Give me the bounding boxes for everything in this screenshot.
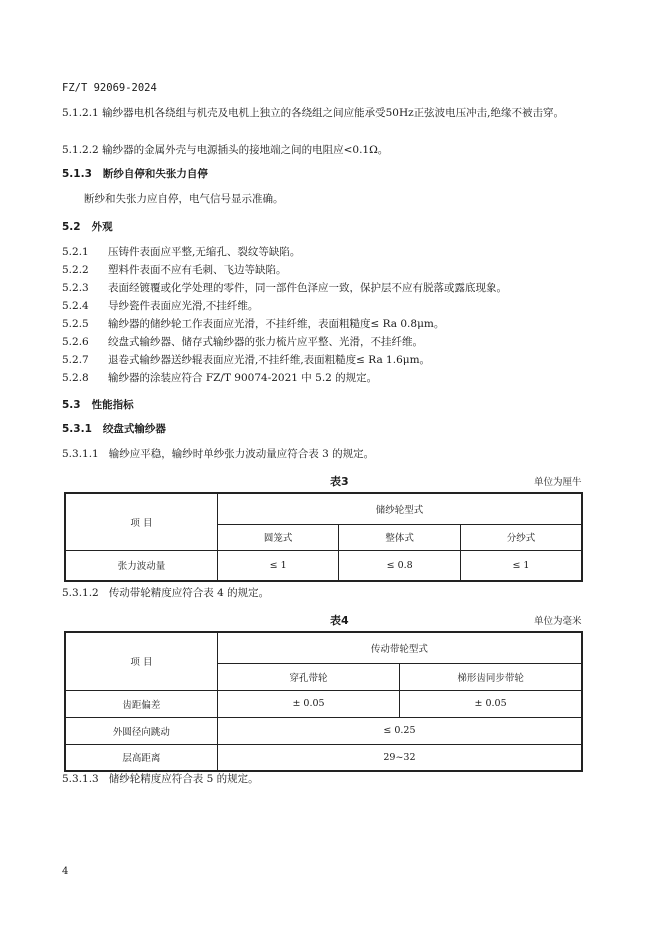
clause-text: 压铸件表面应平整,无缩孔、裂纹等缺陷。 (108, 246, 301, 258)
table4-row-label: 齿距偏差 (65, 690, 217, 717)
clause-5-2-2 (62, 262, 287, 277)
table3-group-header: 储纱轮型式 (217, 493, 582, 524)
heading-5-1-3 (62, 166, 208, 181)
heading-title: 性能指标 (91, 399, 134, 411)
clause-number: 5.1.2.1 (62, 107, 99, 119)
table3-cell: ≤ 1 (217, 550, 339, 581)
clause-5-3-1-2 (62, 585, 269, 600)
heading-number: 5.3.1 (62, 423, 92, 435)
table4-group-header: 传动带轮型式 (217, 632, 582, 663)
clause-5-2-7 (62, 352, 430, 367)
clause-number: 5.2.4 (62, 300, 89, 312)
clause-5-1-2-2 (62, 141, 602, 159)
page-number: 4 (62, 866, 69, 877)
table3-col-header: 圆笼式 (217, 524, 339, 550)
clause-number: 5.3.1.2 (62, 587, 99, 599)
clause-number: 5.2.2 (62, 264, 89, 276)
heading-5-3 (62, 397, 134, 412)
clause-5-2-4 (62, 298, 258, 313)
clause-number: 5.1.2.2 (62, 144, 99, 156)
table4-row-label: 外圆径向跳动 (65, 717, 217, 744)
table3-col-header: 整体式 (339, 524, 461, 550)
heading-5-2 (62, 219, 113, 234)
table4-caption: 表4 (330, 614, 349, 627)
clause-5-1-2-1 (62, 104, 602, 122)
clause-text: 绞盘式输纱器、储存式输纱器的张力梳片应平整、光滑，不挂纤维。 (108, 336, 423, 348)
table4-cell: ≤ 0.25 (217, 717, 582, 744)
table3-caption: 表3 (330, 475, 349, 488)
clause-number: 5.2.3 (62, 282, 89, 294)
heading-number: 5.2 (62, 221, 81, 233)
table4-col-header: 穿孔带轮 (217, 663, 399, 690)
table4-col-header: 梯形齿同步带轮 (400, 663, 582, 690)
clause-text: 输纱器电机各绕组与机壳及电机上独立的各绕组之间应能承受50Hz正弦波电压冲击,绝缘不被击穿。 (102, 107, 564, 119)
heading-title: 绞盘式输纱器 (102, 423, 166, 435)
table4-item-header: 项 目 (65, 632, 217, 690)
clause-text: 输纱应平稳，输纱时单纱张力波动量应符合表 3 的规定。 (108, 448, 375, 460)
heading-title: 外观 (91, 221, 113, 233)
document-id: FZ/T 92069-2024 (62, 82, 157, 94)
clause-5-3-1-3 (62, 771, 259, 786)
table3-cell: ≤ 0.8 (339, 550, 461, 581)
table4-cell: ± 0.05 (217, 690, 399, 717)
heading-title: 断纱自停和失张力自停 (102, 168, 208, 180)
clause-text: 传动带轮精度应符合表 4 的规定。 (108, 587, 270, 599)
clause-text: 退卷式输纱器送纱辊表面应光滑,不挂纤维,表面粗糙度≤ Ra 1.6μm。 (108, 354, 431, 366)
table3-unit: 单位为厘牛 (534, 477, 582, 488)
heading-number: 5.1.3 (62, 168, 92, 180)
table4 (64, 631, 583, 772)
clause-text: 表面经镀覆或化学处理的零件，同一部件色泽应一致，保护层不应有脱落或露底现象。 (108, 282, 507, 294)
clause-text: 导纱瓷件表面应光滑,不挂纤维。 (108, 300, 259, 312)
clause-text: 输纱器的金属外壳与电源插头的接地端之间的电阻应<0.1Ω。 (102, 144, 389, 156)
table3-cell: ≤ 1 (460, 550, 582, 581)
clause-5-2-6 (62, 334, 423, 349)
clause-text: 输纱器的涂装应符合 FZ/T 90074-2021 中 5.2 的规定。 (108, 372, 378, 384)
table3-row-label: 张力波动量 (65, 550, 217, 581)
table4-cell: 29~32 (217, 744, 582, 771)
table4-row-label: 层高距离 (65, 744, 217, 771)
table4-cell: ± 0.05 (400, 690, 582, 717)
table4-unit: 单位为毫米 (534, 616, 582, 627)
clause-5-3-1-1 (62, 446, 374, 461)
clause-5-2-3 (62, 280, 507, 295)
clause-5-2-1 (62, 244, 300, 259)
clause-number: 5.2.8 (62, 372, 89, 384)
clause-text: 塑料件表面不应有毛刺、飞边等缺陷。 (108, 264, 287, 276)
table3 (64, 492, 583, 582)
clause-text: 输纱器的储纱轮工作表面应光滑，不挂纤维，表面粗糙度≤ Ra 0.8μm。 (108, 318, 445, 330)
table3-item-header: 项 目 (65, 493, 217, 550)
table3-col-header: 分纱式 (460, 524, 582, 550)
clause-text: 储纱轮精度应符合表 5 的规定。 (108, 773, 259, 785)
clause-number: 5.3.1.1 (62, 448, 99, 460)
clause-5-2-5 (62, 316, 444, 331)
clause-number: 5.3.1.3 (62, 773, 99, 785)
clause-number: 5.2.7 (62, 354, 89, 366)
clause-number: 5.2.1 (62, 246, 89, 258)
clause-number: 5.2.5 (62, 318, 89, 330)
clause-5-1-3-text: 断纱和失张力应自停，电气信号显示准确。 (84, 193, 284, 205)
clause-5-2-8 (62, 370, 377, 385)
heading-5-3-1 (62, 421, 166, 436)
heading-number: 5.3 (62, 399, 81, 411)
clause-number: 5.2.6 (62, 336, 89, 348)
